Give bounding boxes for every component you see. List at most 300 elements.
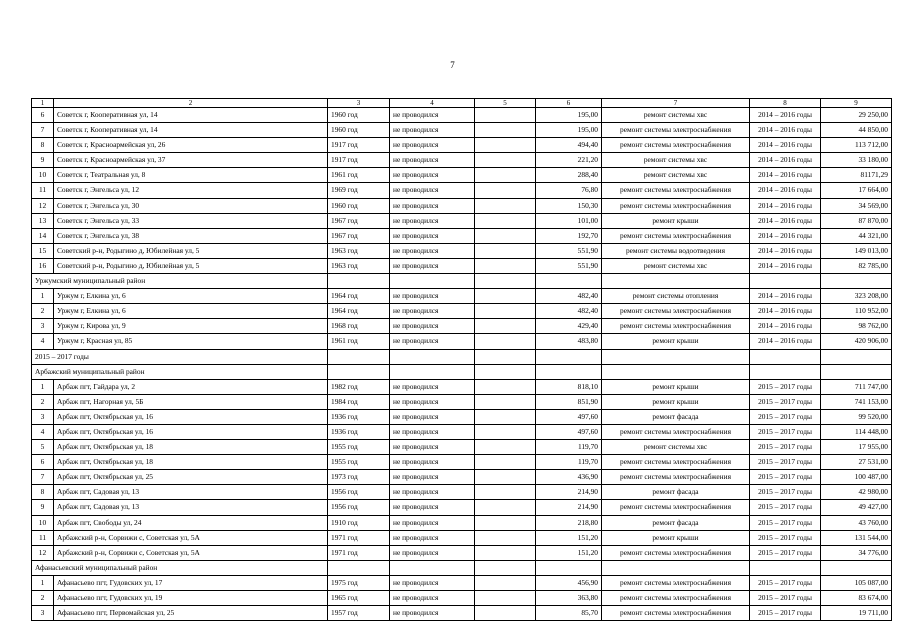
work-type-cell: ремонт системы хвс xyxy=(602,440,750,455)
blank-cell xyxy=(475,243,536,258)
address-cell: Арбаж пгт, Октябрьская ул, 25 xyxy=(54,470,328,485)
table-row xyxy=(32,379,892,394)
table-row xyxy=(32,530,892,545)
row-number-cell: 10 xyxy=(32,168,54,183)
blank-cell xyxy=(475,228,536,243)
period-cell: 2014 – 2016 годы xyxy=(750,319,821,334)
empty-cell xyxy=(390,349,475,364)
row-number-cell: 4 xyxy=(32,424,54,439)
cost-cell: 49 427,00 xyxy=(821,500,892,515)
address-cell: Советск г, Кооперативная ул, 14 xyxy=(54,108,328,123)
work-type-cell: ремонт системы электроснабжения xyxy=(602,138,750,153)
build-year-cell: 1957 год xyxy=(328,606,390,621)
last-overhaul-cell: не проводился xyxy=(390,500,475,515)
last-overhaul-cell: не проводился xyxy=(390,409,475,424)
empty-cell xyxy=(821,349,892,364)
row-number-cell: 9 xyxy=(32,500,54,515)
last-overhaul-cell: не проводился xyxy=(390,379,475,394)
table-row xyxy=(32,575,892,590)
area-cell: 195,00 xyxy=(536,123,602,138)
period-cell: 2015 – 2017 годы xyxy=(750,500,821,515)
empty-cell xyxy=(475,274,536,289)
address-cell: Уржум г, Кирова ул, 9 xyxy=(54,319,328,334)
cost-cell: 44 850,00 xyxy=(821,123,892,138)
build-year-cell: 1971 год xyxy=(328,545,390,560)
work-type-cell: ремонт системы электроснабжения xyxy=(602,319,750,334)
address-cell: Советск г, Энгельса ул, 30 xyxy=(54,198,328,213)
last-overhaul-cell: не проводился xyxy=(390,138,475,153)
address-cell: Арбажский р-н, Сорвижи с, Советская ул, 5А xyxy=(54,545,328,560)
last-overhaul-cell: не проводился xyxy=(390,440,475,455)
column-number-row xyxy=(32,99,892,108)
period-cell: 2014 – 2016 годы xyxy=(750,138,821,153)
area-cell: 101,00 xyxy=(536,213,602,228)
empty-cell xyxy=(390,364,475,379)
build-year-cell: 1936 год xyxy=(328,409,390,424)
work-type-cell: ремонт системы электроснабжения xyxy=(602,575,750,590)
blank-cell xyxy=(475,575,536,590)
row-number-cell: 7 xyxy=(32,123,54,138)
blank-cell xyxy=(475,394,536,409)
cost-cell: 420 906,00 xyxy=(821,334,892,349)
row-number-cell: 8 xyxy=(32,485,54,500)
period-cell: 2015 – 2017 годы xyxy=(750,440,821,455)
address-cell: Афанасьево пгт, Гудовских ул, 17 xyxy=(54,575,328,590)
table-row xyxy=(32,515,892,530)
blank-cell xyxy=(475,138,536,153)
cost-cell: 17 955,00 xyxy=(821,440,892,455)
empty-cell xyxy=(536,560,602,575)
table-row xyxy=(32,304,892,319)
period-cell: 2014 – 2016 годы xyxy=(750,243,821,258)
section-title: Афанасьевский муниципальный район xyxy=(32,560,328,575)
work-type-cell: ремонт крыши xyxy=(602,334,750,349)
work-type-cell: ремонт системы электроснабжения xyxy=(602,455,750,470)
section-row xyxy=(32,560,892,575)
address-cell: Арбаж пгт, Садовая ул, 13 xyxy=(54,500,328,515)
build-year-cell: 1969 год xyxy=(328,183,390,198)
last-overhaul-cell: не проводился xyxy=(390,108,475,123)
cost-cell: 81171,29 xyxy=(821,168,892,183)
table-row xyxy=(32,168,892,183)
cost-cell: 34 569,00 xyxy=(821,198,892,213)
address-cell: Советск г, Энгельса ул, 33 xyxy=(54,213,328,228)
table-row xyxy=(32,138,892,153)
area-cell: 76,80 xyxy=(536,183,602,198)
period-cell: 2014 – 2016 годы xyxy=(750,108,821,123)
area-cell: 151,20 xyxy=(536,545,602,560)
address-cell: Советск г, Красноармейская ул, 26 xyxy=(54,138,328,153)
table-row xyxy=(32,409,892,424)
work-type-cell: ремонт крыши xyxy=(602,379,750,394)
table-row xyxy=(32,183,892,198)
cost-cell: 44 321,00 xyxy=(821,228,892,243)
work-type-cell: ремонт системы отопления xyxy=(602,289,750,304)
area-cell: 436,90 xyxy=(536,470,602,485)
cost-cell: 83 674,00 xyxy=(821,591,892,606)
last-overhaul-cell: не проводился xyxy=(390,198,475,213)
row-number-cell: 11 xyxy=(32,530,54,545)
work-type-cell: ремонт крыши xyxy=(602,530,750,545)
table-row xyxy=(32,108,892,123)
area-cell: 221,20 xyxy=(536,153,602,168)
build-year-cell: 1975 год xyxy=(328,575,390,590)
table-row xyxy=(32,153,892,168)
work-type-cell: ремонт системы электроснабжения xyxy=(602,183,750,198)
empty-cell xyxy=(475,349,536,364)
empty-cell xyxy=(750,560,821,575)
period-cell: 2015 – 2017 годы xyxy=(750,455,821,470)
row-number-cell: 10 xyxy=(32,515,54,530)
build-year-cell: 1963 год xyxy=(328,258,390,273)
address-cell: Арбаж пгт, Октябрьская ул, 18 xyxy=(54,440,328,455)
row-number-cell: 3 xyxy=(32,606,54,621)
work-type-cell: ремонт фасада xyxy=(602,409,750,424)
column-number-3: 3 xyxy=(328,99,390,108)
last-overhaul-cell: не проводился xyxy=(390,213,475,228)
blank-cell xyxy=(475,485,536,500)
build-year-cell: 1964 год xyxy=(328,304,390,319)
work-type-cell: ремонт системы электроснабжения xyxy=(602,470,750,485)
table-row xyxy=(32,123,892,138)
table-row xyxy=(32,334,892,349)
empty-cell xyxy=(328,274,390,289)
cost-cell: 323 208,00 xyxy=(821,289,892,304)
address-cell: Афанасьево пгт, Первомайская ул, 25 xyxy=(54,606,328,621)
empty-cell xyxy=(750,274,821,289)
table-row xyxy=(32,485,892,500)
row-number-cell: 1 xyxy=(32,575,54,590)
table-row xyxy=(32,500,892,515)
empty-cell xyxy=(602,560,750,575)
build-year-cell: 1964 год xyxy=(328,289,390,304)
last-overhaul-cell: не проводился xyxy=(390,545,475,560)
last-overhaul-cell: не проводился xyxy=(390,591,475,606)
last-overhaul-cell: не проводился xyxy=(390,455,475,470)
last-overhaul-cell: не проводился xyxy=(390,530,475,545)
work-type-cell: ремонт системы электроснабжения xyxy=(602,545,750,560)
work-type-cell: ремонт системы электроснабжения xyxy=(602,228,750,243)
period-cell: 2014 – 2016 годы xyxy=(750,198,821,213)
area-cell: 456,90 xyxy=(536,575,602,590)
area-cell: 551,90 xyxy=(536,258,602,273)
blank-cell xyxy=(475,500,536,515)
row-number-cell: 2 xyxy=(32,394,54,409)
cost-cell: 17 664,00 xyxy=(821,183,892,198)
table-row xyxy=(32,289,892,304)
empty-cell xyxy=(602,274,750,289)
cost-cell: 43 760,00 xyxy=(821,515,892,530)
address-cell: Советск г, Театральная ул, 8 xyxy=(54,168,328,183)
address-cell: Советский р-н, Родыгино д, Юбилейная ул, 5 xyxy=(54,243,328,258)
page-number: 7 xyxy=(450,60,455,70)
column-number-6: 6 xyxy=(536,99,602,108)
area-cell: 150,30 xyxy=(536,198,602,213)
blank-cell xyxy=(475,123,536,138)
table-row xyxy=(32,440,892,455)
blank-cell xyxy=(475,198,536,213)
period-cell: 2014 – 2016 годы xyxy=(750,183,821,198)
period-cell: 2015 – 2017 годы xyxy=(750,424,821,439)
last-overhaul-cell: не проводился xyxy=(390,168,475,183)
period-cell: 2015 – 2017 годы xyxy=(750,530,821,545)
table-row xyxy=(32,455,892,470)
blank-cell xyxy=(475,515,536,530)
blank-cell xyxy=(475,258,536,273)
section-title: 2015 – 2017 годы xyxy=(32,349,328,364)
area-cell: 363,80 xyxy=(536,591,602,606)
empty-cell xyxy=(602,364,750,379)
work-type-cell: ремонт системы электроснабжения xyxy=(602,304,750,319)
work-type-cell: ремонт крыши xyxy=(602,394,750,409)
row-number-cell: 3 xyxy=(32,409,54,424)
period-cell: 2014 – 2016 годы xyxy=(750,168,821,183)
column-number-7: 7 xyxy=(602,99,750,108)
period-cell: 2014 – 2016 годы xyxy=(750,123,821,138)
address-cell: Уржум г, Красная ул, 85 xyxy=(54,334,328,349)
empty-cell xyxy=(821,364,892,379)
section-row xyxy=(32,364,892,379)
last-overhaul-cell: не проводился xyxy=(390,304,475,319)
blank-cell xyxy=(475,379,536,394)
area-cell: 214,90 xyxy=(536,485,602,500)
empty-cell xyxy=(821,274,892,289)
table-row xyxy=(32,470,892,485)
work-type-cell: ремонт системы хвс xyxy=(602,168,750,183)
work-type-cell: ремонт крыши xyxy=(602,213,750,228)
period-cell: 2015 – 2017 годы xyxy=(750,409,821,424)
cost-cell: 33 180,00 xyxy=(821,153,892,168)
row-number-cell: 1 xyxy=(32,379,54,394)
build-year-cell: 1917 год xyxy=(328,153,390,168)
empty-cell xyxy=(821,560,892,575)
area-cell: 119,70 xyxy=(536,440,602,455)
period-cell: 2014 – 2016 годы xyxy=(750,304,821,319)
area-cell: 214,90 xyxy=(536,500,602,515)
area-cell: 494,40 xyxy=(536,138,602,153)
build-year-cell: 1956 год xyxy=(328,485,390,500)
build-year-cell: 1910 год xyxy=(328,515,390,530)
column-number-2: 2 xyxy=(54,99,328,108)
section-title: Уржумский муниципальный район xyxy=(32,274,328,289)
work-type-cell: ремонт системы хвс xyxy=(602,153,750,168)
blank-cell xyxy=(475,213,536,228)
row-number-cell: 16 xyxy=(32,258,54,273)
last-overhaul-cell: не проводился xyxy=(390,228,475,243)
build-year-cell: 1967 год xyxy=(328,213,390,228)
empty-cell xyxy=(328,560,390,575)
period-cell: 2015 – 2017 годы xyxy=(750,379,821,394)
last-overhaul-cell: не проводился xyxy=(390,424,475,439)
table-row xyxy=(32,424,892,439)
cost-cell: 110 952,00 xyxy=(821,304,892,319)
build-year-cell: 1968 год xyxy=(328,319,390,334)
row-number-cell: 15 xyxy=(32,243,54,258)
table-row xyxy=(32,228,892,243)
work-type-cell: ремонт системы электроснабжения xyxy=(602,198,750,213)
build-year-cell: 1960 год xyxy=(328,123,390,138)
last-overhaul-cell: не проводился xyxy=(390,123,475,138)
blank-cell xyxy=(475,304,536,319)
build-year-cell: 1936 год xyxy=(328,424,390,439)
address-cell: Советск г, Энгельса ул, 12 xyxy=(54,183,328,198)
capital-repair-table xyxy=(31,98,892,621)
table-row xyxy=(32,198,892,213)
row-number-cell: 13 xyxy=(32,213,54,228)
cost-cell: 114 448,00 xyxy=(821,424,892,439)
blank-cell xyxy=(475,153,536,168)
column-number-8: 8 xyxy=(750,99,821,108)
build-year-cell: 1917 год xyxy=(328,138,390,153)
address-cell: Уржум г, Елкина ул, 6 xyxy=(54,304,328,319)
period-cell: 2014 – 2016 годы xyxy=(750,153,821,168)
cost-cell: 34 776,00 xyxy=(821,545,892,560)
work-type-cell: ремонт системы электроснабжения xyxy=(602,500,750,515)
row-number-cell: 11 xyxy=(32,183,54,198)
work-type-cell: ремонт системы водоотведения xyxy=(602,243,750,258)
last-overhaul-cell: не проводился xyxy=(390,243,475,258)
period-cell: 2014 – 2016 годы xyxy=(750,228,821,243)
build-year-cell: 1961 год xyxy=(328,168,390,183)
work-type-cell: ремонт фасада xyxy=(602,485,750,500)
cost-cell: 82 785,00 xyxy=(821,258,892,273)
work-type-cell: ремонт системы электроснабжения xyxy=(602,591,750,606)
area-cell: 288,40 xyxy=(536,168,602,183)
period-cell: 2015 – 2017 годы xyxy=(750,606,821,621)
area-cell: 482,40 xyxy=(536,289,602,304)
empty-cell xyxy=(536,274,602,289)
table-row xyxy=(32,319,892,334)
column-number-5: 5 xyxy=(475,99,536,108)
build-year-cell: 1984 год xyxy=(328,394,390,409)
cost-cell: 42 980,00 xyxy=(821,485,892,500)
row-number-cell: 2 xyxy=(32,304,54,319)
empty-cell xyxy=(602,349,750,364)
empty-cell xyxy=(536,364,602,379)
blank-cell xyxy=(475,424,536,439)
area-cell: 85,70 xyxy=(536,606,602,621)
blank-cell xyxy=(475,183,536,198)
area-cell: 818,10 xyxy=(536,379,602,394)
blank-cell xyxy=(475,409,536,424)
table-row xyxy=(32,591,892,606)
address-cell: Арбажский р-н, Сорвижи с, Советская ул, 5А xyxy=(54,530,328,545)
period-cell: 2015 – 2017 годы xyxy=(750,485,821,500)
cost-cell: 741 153,00 xyxy=(821,394,892,409)
build-year-cell: 1960 год xyxy=(328,108,390,123)
cost-cell: 105 087,00 xyxy=(821,575,892,590)
row-number-cell: 14 xyxy=(32,228,54,243)
table-row xyxy=(32,545,892,560)
address-cell: Афанасьево пгт, Гудовских ул, 19 xyxy=(54,591,328,606)
cost-cell: 149 013,00 xyxy=(821,243,892,258)
row-number-cell: 1 xyxy=(32,289,54,304)
work-type-cell: ремонт системы электроснабжения xyxy=(602,606,750,621)
last-overhaul-cell: не проводился xyxy=(390,183,475,198)
last-overhaul-cell: не проводился xyxy=(390,394,475,409)
row-number-cell: 8 xyxy=(32,138,54,153)
area-cell: 851,90 xyxy=(536,394,602,409)
empty-cell xyxy=(750,349,821,364)
address-cell: Советск г, Энгельса ул, 38 xyxy=(54,228,328,243)
empty-cell xyxy=(390,274,475,289)
blank-cell xyxy=(475,440,536,455)
address-cell: Арбаж пгт, Нагорная ул, 5Б xyxy=(54,394,328,409)
build-year-cell: 1956 год xyxy=(328,500,390,515)
row-number-cell: 4 xyxy=(32,334,54,349)
build-year-cell: 1955 год xyxy=(328,455,390,470)
table-row xyxy=(32,258,892,273)
area-cell: 151,20 xyxy=(536,530,602,545)
build-year-cell: 1965 год xyxy=(328,591,390,606)
cost-cell: 19 711,00 xyxy=(821,606,892,621)
row-number-cell: 12 xyxy=(32,198,54,213)
last-overhaul-cell: не проводился xyxy=(390,485,475,500)
last-overhaul-cell: не проводился xyxy=(390,289,475,304)
period-cell: 2015 – 2017 годы xyxy=(750,591,821,606)
address-cell: Арбаж пгт, Гайдара ул, 2 xyxy=(54,379,328,394)
empty-cell xyxy=(475,364,536,379)
empty-cell xyxy=(328,349,390,364)
blank-cell xyxy=(475,289,536,304)
area-cell: 192,70 xyxy=(536,228,602,243)
empty-cell xyxy=(536,349,602,364)
table-body xyxy=(32,108,892,621)
period-cell: 2014 – 2016 годы xyxy=(750,213,821,228)
empty-cell xyxy=(390,560,475,575)
area-cell: 551,90 xyxy=(536,243,602,258)
period-cell: 2014 – 2016 годы xyxy=(750,258,821,273)
area-cell: 483,80 xyxy=(536,334,602,349)
last-overhaul-cell: не проводился xyxy=(390,258,475,273)
cost-cell: 711 747,00 xyxy=(821,379,892,394)
table-row xyxy=(32,213,892,228)
area-cell: 429,40 xyxy=(536,319,602,334)
period-cell: 2015 – 2017 годы xyxy=(750,575,821,590)
build-year-cell: 1955 год xyxy=(328,440,390,455)
build-year-cell: 1960 год xyxy=(328,198,390,213)
build-year-cell: 1982 год xyxy=(328,379,390,394)
column-number-1: 1 xyxy=(32,99,54,108)
cost-cell: 131 544,00 xyxy=(821,530,892,545)
blank-cell xyxy=(475,591,536,606)
last-overhaul-cell: не проводился xyxy=(390,334,475,349)
last-overhaul-cell: не проводился xyxy=(390,470,475,485)
blank-cell xyxy=(475,319,536,334)
cost-cell: 87 870,00 xyxy=(821,213,892,228)
row-number-cell: 9 xyxy=(32,153,54,168)
blank-cell xyxy=(475,530,536,545)
area-cell: 119,70 xyxy=(536,455,602,470)
row-number-cell: 7 xyxy=(32,470,54,485)
last-overhaul-cell: не проводился xyxy=(390,153,475,168)
cost-cell: 29 250,00 xyxy=(821,108,892,123)
address-cell: Арбаж пгт, Свободы ул, 24 xyxy=(54,515,328,530)
section-row xyxy=(32,349,892,364)
build-year-cell: 1963 год xyxy=(328,243,390,258)
period-cell: 2015 – 2017 годы xyxy=(750,545,821,560)
work-type-cell: ремонт системы электроснабжения xyxy=(602,424,750,439)
address-cell: Арбаж пгт, Садовая ул, 13 xyxy=(54,485,328,500)
work-type-cell: ремонт системы хвс xyxy=(602,108,750,123)
period-cell: 2014 – 2016 годы xyxy=(750,289,821,304)
area-cell: 497,60 xyxy=(536,424,602,439)
address-cell: Арбаж пгт, Октябрьская ул, 18 xyxy=(54,455,328,470)
row-number-cell: 6 xyxy=(32,108,54,123)
build-year-cell: 1971 год xyxy=(328,530,390,545)
row-number-cell: 5 xyxy=(32,440,54,455)
row-number-cell: 12 xyxy=(32,545,54,560)
